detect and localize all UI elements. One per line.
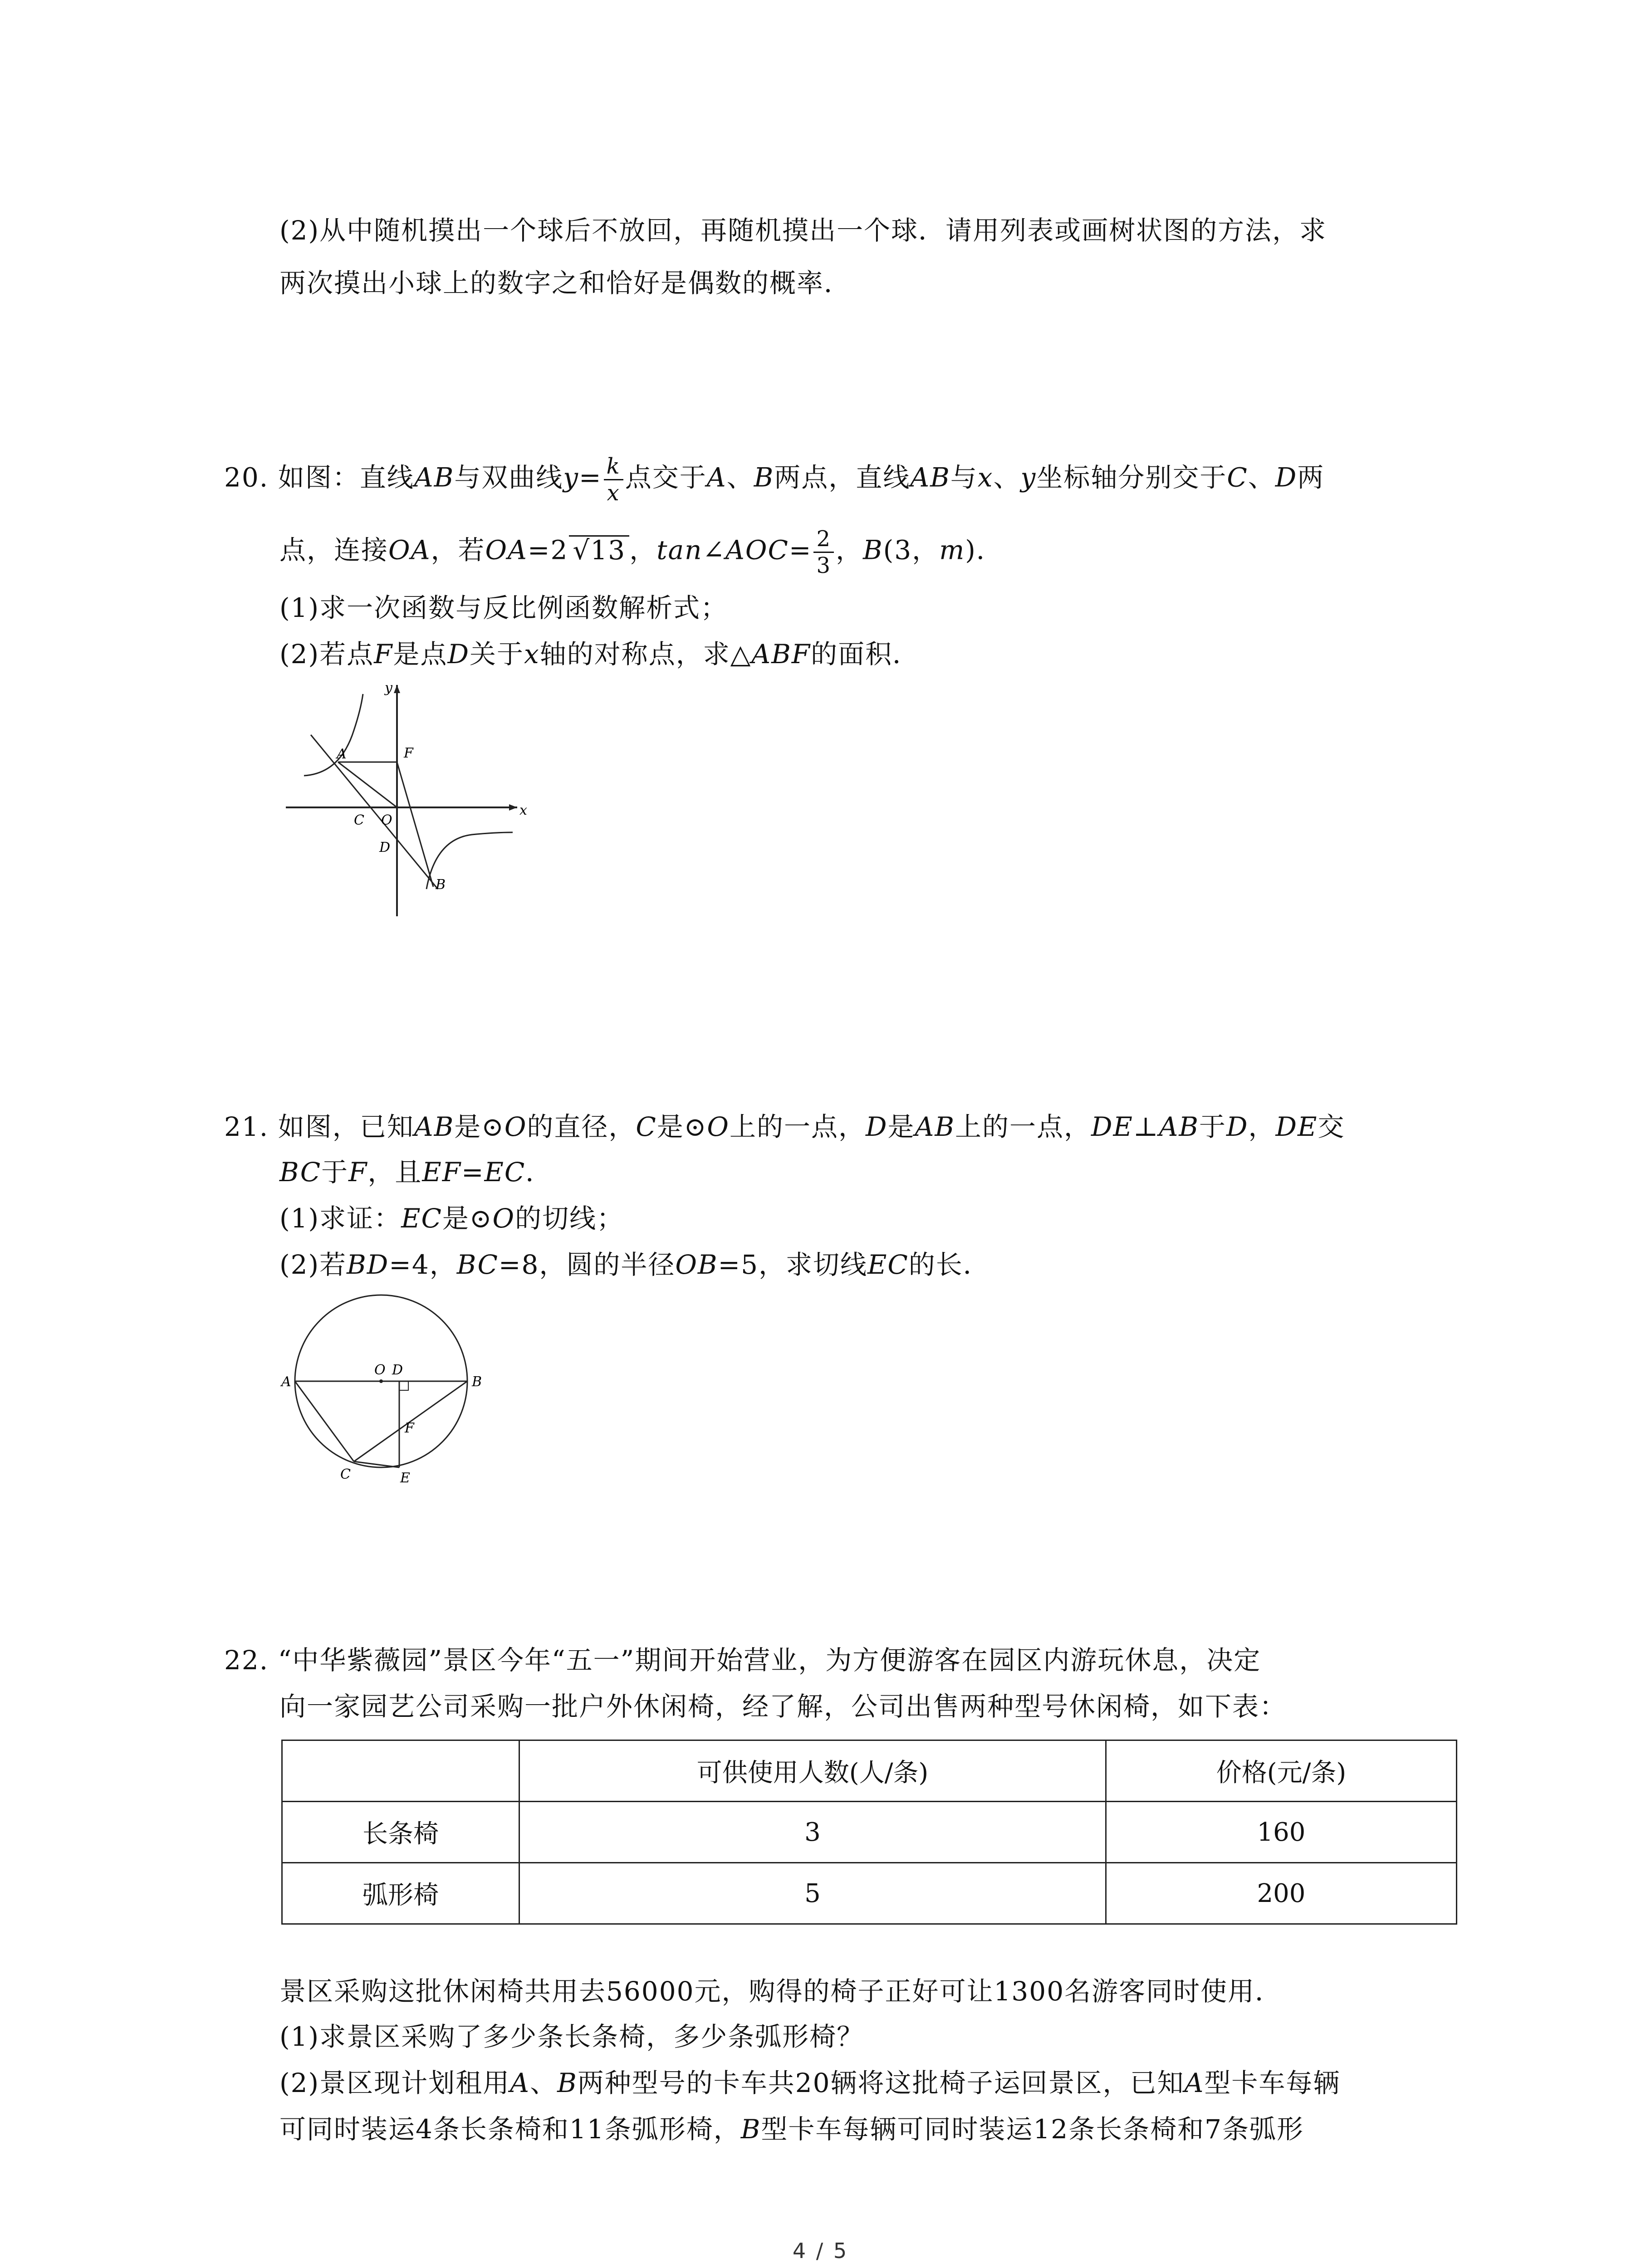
q21-var: F bbox=[348, 1157, 368, 1188]
q20-text: 点交于 bbox=[625, 462, 707, 493]
q21-number: 21. bbox=[224, 1111, 269, 1142]
q20-var: ABF bbox=[751, 639, 811, 670]
sqrt-radical: √13 bbox=[569, 535, 629, 564]
q20-text: (3， bbox=[883, 534, 940, 566]
q22-var: A bbox=[510, 2068, 530, 2098]
sqrt-value: 13 bbox=[590, 534, 626, 566]
q21-var: O bbox=[492, 1203, 515, 1234]
q20-text: =2 bbox=[527, 534, 568, 566]
q21-var: O bbox=[707, 1111, 730, 1142]
table-cell: 200 bbox=[1106, 1863, 1457, 1924]
q21-text: 是⊙ bbox=[442, 1203, 493, 1234]
q22-text: (2)景区现计划租用 bbox=[279, 2068, 510, 2098]
q22-line3: 景区采购这批休闲椅共用去56000元，购得的椅子正好可让1300名游客同时使用． bbox=[279, 1976, 1283, 2007]
q20-var: x bbox=[977, 462, 994, 493]
q20-text: (2)若点 bbox=[279, 639, 374, 670]
q20-text: 与 bbox=[950, 462, 978, 493]
q21-var: D bbox=[865, 1111, 888, 1142]
x-axis-arrow bbox=[509, 804, 517, 811]
label-O: O bbox=[374, 1362, 386, 1378]
segment-FB bbox=[397, 762, 433, 887]
q22-part1: (1)求景区采购了多少条长条椅，多少条弧形椅？ bbox=[279, 2021, 864, 2052]
q21-text: ，且 bbox=[367, 1157, 422, 1188]
q21-var: BC bbox=[279, 1157, 322, 1188]
q21-text: 交 bbox=[1318, 1111, 1345, 1142]
q21-var: C bbox=[636, 1111, 657, 1142]
q21-part1 bbox=[279, 1200, 624, 1237]
q21-text: 上的一点， bbox=[729, 1111, 866, 1142]
q20-text: 的面积． bbox=[811, 639, 920, 670]
q21-text: 于 bbox=[1199, 1111, 1226, 1142]
fraction-2-over-3 bbox=[813, 526, 834, 578]
label-A: A bbox=[337, 746, 347, 762]
q20-var: m bbox=[939, 534, 965, 566]
q22-text: 可同时装运4条长条椅和11条弧形椅， bbox=[279, 2114, 741, 2145]
table-header-row bbox=[282, 1740, 1457, 1802]
label-C: C bbox=[340, 1466, 351, 1482]
q20-text: = bbox=[789, 534, 812, 566]
q20-text: 与双曲线 bbox=[454, 462, 563, 493]
table-row bbox=[282, 1863, 1457, 1924]
q21-text: 是⊙ bbox=[656, 1111, 707, 1142]
q20-text: 两点，直线 bbox=[774, 462, 911, 493]
q21-text: =4， bbox=[389, 1249, 457, 1280]
q20-text: 点，连接 bbox=[279, 534, 389, 566]
q22-line6 bbox=[279, 2111, 1304, 2147]
q20-var: AB bbox=[414, 462, 455, 493]
q22-text: 两种型号的卡车共20辆将这批椅子运回景区，已知 bbox=[577, 2068, 1185, 2098]
q21-text: (1)求证： bbox=[279, 1203, 402, 1234]
label-B: B bbox=[436, 877, 446, 893]
q22-text: “中华紫薇园”景区今年“五一”期间开始营业，为方便游客在园区内游玩休息，决定 bbox=[278, 1645, 1261, 1676]
q21-text: 的切线； bbox=[515, 1203, 624, 1234]
label-x: x bbox=[519, 802, 527, 818]
table-row bbox=[282, 1802, 1457, 1863]
table-cell: 5 bbox=[519, 1863, 1106, 1924]
circle-figure bbox=[272, 1288, 499, 1488]
label-B: B bbox=[472, 1374, 482, 1390]
q20-var: C bbox=[1227, 462, 1248, 493]
q21-var: DE bbox=[1091, 1111, 1133, 1142]
q21-text: 是 bbox=[887, 1111, 915, 1142]
q20-var: x bbox=[524, 639, 540, 670]
q21-var: D bbox=[1226, 1111, 1249, 1142]
q21-text: ． bbox=[525, 1157, 553, 1188]
q22-var: B bbox=[740, 2114, 761, 2145]
q21-var: AB bbox=[915, 1111, 955, 1142]
table-header-cell: 可供使用人数(人/条) bbox=[519, 1740, 1106, 1802]
q21-var: AB bbox=[414, 1111, 455, 1142]
q21-var: BD bbox=[347, 1249, 389, 1280]
q20-var: B bbox=[754, 462, 774, 493]
label-D: D bbox=[379, 840, 391, 855]
q19-part2-line2: 两次摸出小球上的数字之和恰好是偶数的概率． bbox=[279, 268, 852, 298]
table-header-cell: 价格(元/条) bbox=[1106, 1740, 1457, 1802]
q20-text: 、 bbox=[993, 462, 1021, 493]
fraction-k-over-x bbox=[604, 454, 623, 506]
hyperbola-figure bbox=[272, 676, 544, 921]
table-cell: 长条椅 bbox=[282, 1802, 519, 1863]
q20-text: 、 bbox=[726, 462, 754, 493]
q21-text: (2)若 bbox=[279, 1249, 347, 1280]
q20-part1: (1)求一次函数与反比例函数解析式； bbox=[279, 592, 728, 623]
q21-var: O bbox=[504, 1111, 527, 1142]
q21-var: AB bbox=[1159, 1111, 1199, 1142]
label-A: A bbox=[281, 1374, 291, 1390]
q20-tan: tan∠AOC bbox=[656, 534, 789, 566]
q21-var: EF=EC bbox=[422, 1157, 526, 1188]
q20-var: OA bbox=[485, 534, 528, 566]
q20-text: 如图：直线 bbox=[278, 462, 414, 493]
q20-text: 、 bbox=[1248, 462, 1275, 493]
q20-text: 是点 bbox=[393, 639, 448, 670]
line-AB bbox=[311, 735, 438, 889]
page-number: 4 / 5 bbox=[792, 2239, 849, 2263]
q20-var: F bbox=[374, 639, 393, 670]
right-angle-mark bbox=[399, 1381, 408, 1390]
q21-var: BC bbox=[456, 1249, 499, 1280]
q20-line1 bbox=[224, 454, 1324, 506]
q22-part2 bbox=[279, 2065, 1340, 2101]
q20-number: 20. bbox=[224, 462, 269, 493]
y-axis-arrow bbox=[394, 685, 400, 693]
q20-var: AB bbox=[910, 462, 950, 493]
q21-var: EC bbox=[867, 1249, 909, 1280]
segment-OA bbox=[338, 762, 397, 807]
q20-var: B bbox=[863, 534, 883, 566]
q20-var: OA bbox=[388, 534, 431, 566]
frac-denominator: 3 bbox=[816, 553, 832, 578]
q21-text: ⊥ bbox=[1133, 1111, 1159, 1142]
label-O: O bbox=[381, 812, 392, 828]
q20-text: 两 bbox=[1297, 462, 1325, 493]
q20-text: ， bbox=[836, 534, 863, 566]
q22-number: 22. bbox=[224, 1645, 269, 1676]
q20-text: ， bbox=[629, 534, 657, 566]
q22-line2: 向一家园艺公司采购一批户外休闲椅，经了解，公司出售两种型号休闲椅，如下表： bbox=[279, 1691, 1287, 1722]
q19-part2-line1: (2)从中随机摸出一个球后不放回，再随机摸出一个球．请用列表或画树状图的方法，求 bbox=[279, 215, 1327, 246]
q22-text: 、 bbox=[530, 2068, 558, 2098]
frac-numerator: k bbox=[604, 454, 623, 480]
q21-text: 上的一点， bbox=[955, 1111, 1092, 1142]
q21-var: OB bbox=[675, 1249, 718, 1280]
q21-text: =5，求切线 bbox=[718, 1249, 868, 1280]
q21-text: ， bbox=[1248, 1111, 1276, 1142]
label-F: F bbox=[405, 1420, 414, 1436]
q20-var: y bbox=[1020, 462, 1037, 493]
q20-var: D bbox=[447, 639, 470, 670]
table-cell: 3 bbox=[519, 1802, 1106, 1863]
q20-var: A bbox=[706, 462, 727, 493]
segment-AC bbox=[295, 1381, 354, 1461]
label-F: F bbox=[404, 745, 413, 761]
q21-text: 的长． bbox=[908, 1249, 990, 1280]
q21-line1 bbox=[224, 1109, 1345, 1145]
frac-denominator: x bbox=[607, 480, 620, 506]
q21-part2 bbox=[279, 1246, 990, 1283]
q22-text: 型卡车每辆可同时装运12条长条椅和7条弧形 bbox=[761, 2114, 1304, 2145]
q21-var: EC bbox=[401, 1203, 442, 1234]
q20-text: 关于 bbox=[469, 639, 524, 670]
q20-text: ，若 bbox=[431, 534, 485, 566]
q21-text: 的直径， bbox=[527, 1111, 636, 1142]
q20-var: D bbox=[1275, 462, 1298, 493]
q20-var: y= bbox=[563, 462, 602, 493]
label-C: C bbox=[354, 812, 364, 828]
label-E: E bbox=[400, 1470, 410, 1486]
q22-line1 bbox=[224, 1642, 1261, 1678]
q20-text: 轴的对称点，求△ bbox=[539, 639, 752, 670]
q22-text: 型卡车每辆 bbox=[1204, 2068, 1341, 2098]
q21-line2 bbox=[279, 1154, 553, 1190]
center-point bbox=[379, 1379, 383, 1383]
q21-text: =8，圆的半径 bbox=[498, 1249, 676, 1280]
frac-numerator: 2 bbox=[813, 526, 834, 553]
label-y: y bbox=[385, 680, 392, 696]
table-cell: 弧形椅 bbox=[282, 1863, 519, 1924]
q21-text: 如图，已知 bbox=[278, 1111, 414, 1142]
label-D: D bbox=[392, 1362, 403, 1378]
q21-text: 是⊙ bbox=[454, 1111, 505, 1142]
q20-line2 bbox=[279, 526, 1004, 578]
table-cell: 160 bbox=[1106, 1802, 1457, 1863]
q20-part2 bbox=[279, 636, 920, 672]
q21-var: DE bbox=[1275, 1111, 1318, 1142]
q20-text: )． bbox=[965, 534, 1004, 566]
q22-var: B bbox=[557, 2068, 578, 2098]
q22-var: A bbox=[1184, 2068, 1205, 2098]
q21-text: 于 bbox=[321, 1157, 349, 1188]
table-header-cell bbox=[282, 1740, 519, 1802]
q20-text: 坐标轴分别交于 bbox=[1036, 462, 1227, 493]
chair-table bbox=[281, 1740, 1457, 1925]
